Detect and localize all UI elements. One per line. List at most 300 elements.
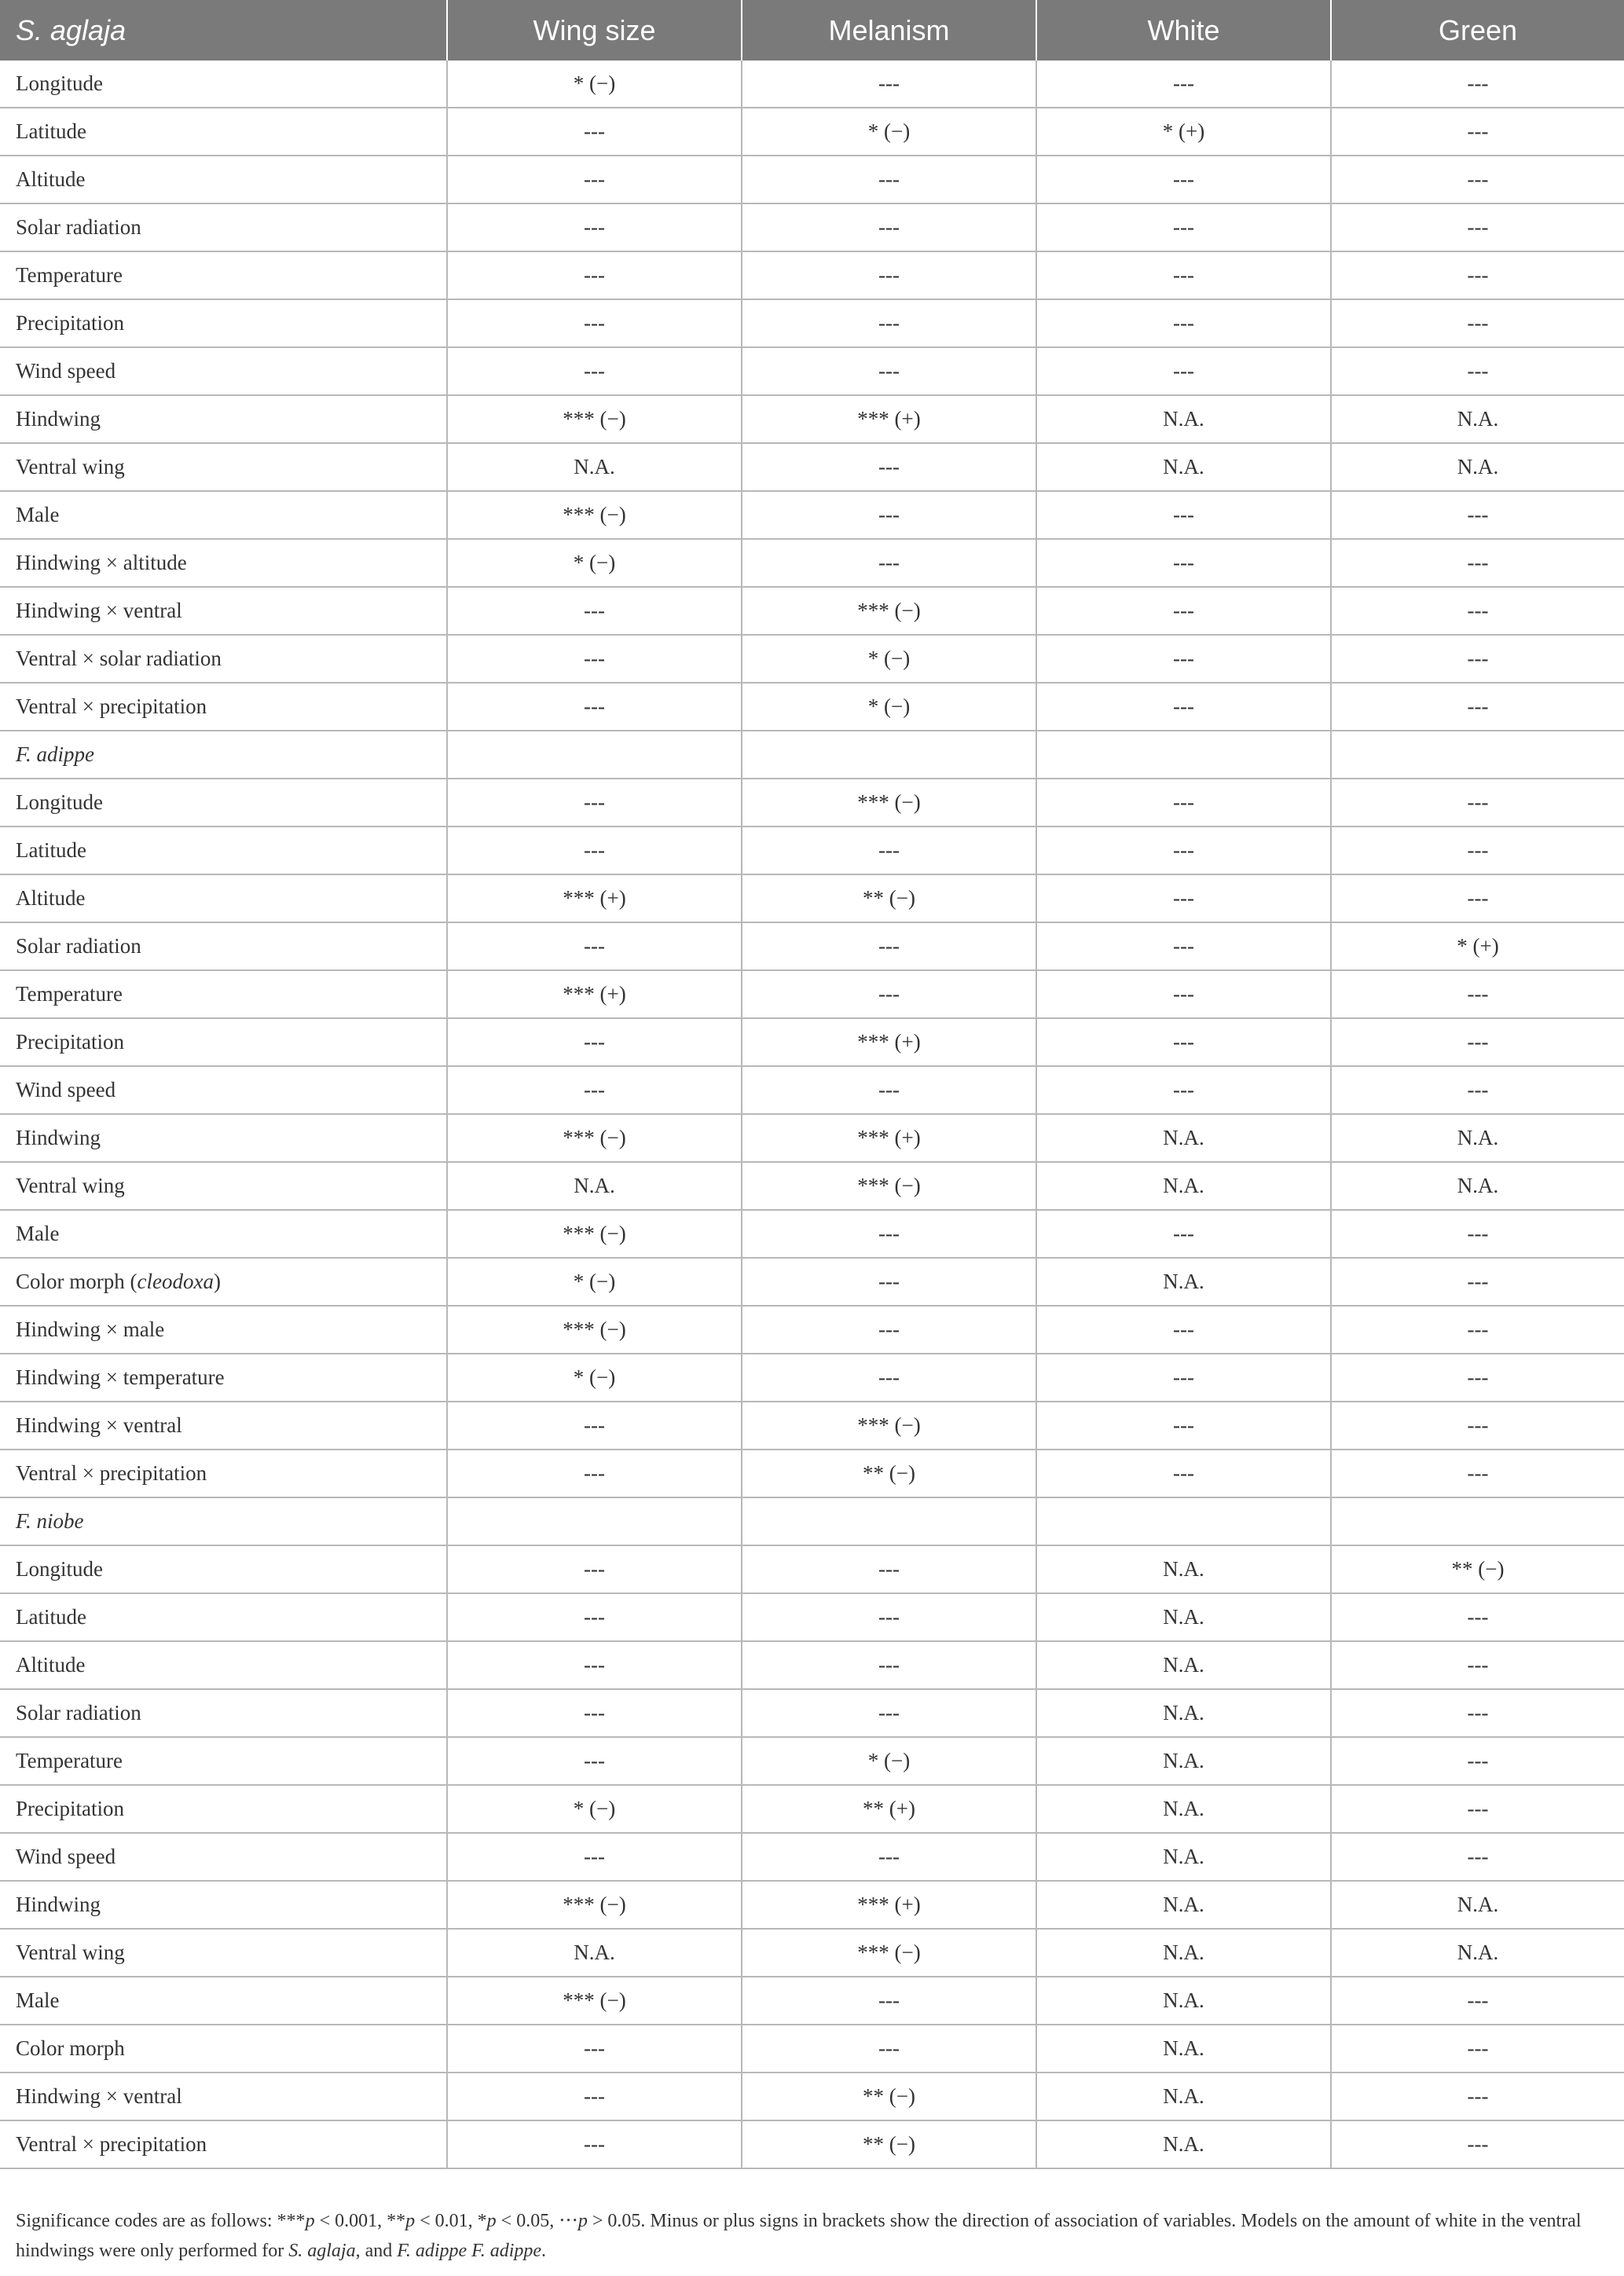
- cell-green: ** (−): [1331, 1545, 1624, 1593]
- cell-white: N.A.: [1036, 1545, 1331, 1593]
- row-label: [0, 1641, 447, 1689]
- cell-green: N.A.: [1331, 1114, 1624, 1162]
- row-label: [0, 1162, 447, 1210]
- cell-melanism: *** (+): [742, 1114, 1036, 1162]
- row-label-text: Male: [16, 503, 60, 526]
- cell-green: ---: [1331, 1450, 1624, 1497]
- cell-wing-size: ---: [447, 1737, 742, 1785]
- row-label: [0, 922, 447, 970]
- table-footnote: [16, 2206, 1608, 2266]
- cell-green: ---: [1331, 635, 1624, 683]
- cell-green: * (+): [1331, 922, 1624, 970]
- table-row: [0, 1354, 1624, 1402]
- row-label: [0, 635, 447, 683]
- cell-melanism: ---: [742, 443, 1036, 491]
- cell-melanism: *** (+): [742, 1018, 1036, 1066]
- table-row: [0, 1977, 1624, 2025]
- cell-white: ---: [1036, 203, 1331, 251]
- header-white: White: [1036, 0, 1331, 60]
- cell-melanism: ---: [742, 203, 1036, 251]
- footnote-p: p: [305, 2211, 315, 2231]
- row-label-text: Ventral × precipitation: [16, 2132, 207, 2156]
- cell-green: ---: [1331, 251, 1624, 299]
- row-label-text: Male: [16, 1988, 60, 2012]
- cell-green: ---: [1331, 1354, 1624, 1402]
- cell-white: ---: [1036, 156, 1331, 203]
- table-row: [0, 491, 1624, 539]
- row-label-text: Hindwing × ventral: [16, 2084, 182, 2108]
- row-label: [0, 347, 447, 395]
- cell-green: ---: [1331, 683, 1624, 731]
- cell-melanism: ---: [742, 251, 1036, 299]
- table-row: [0, 1929, 1624, 1977]
- cell-wing-size: ---: [447, 1545, 742, 1593]
- row-label-text: Altitude: [16, 1653, 86, 1677]
- cell-wing-size: *** (−): [447, 1306, 742, 1354]
- cell-wing-size: * (−): [447, 1354, 742, 1402]
- cell-melanism: * (−): [742, 1737, 1036, 1785]
- row-label: [0, 60, 447, 108]
- cell-white: ---: [1036, 1450, 1331, 1497]
- cell-green: ---: [1331, 874, 1624, 922]
- table-row: [0, 299, 1624, 347]
- table-row: [0, 1593, 1624, 1641]
- row-label: [0, 251, 447, 299]
- cell-green: ---: [1331, 1593, 1624, 1641]
- cell-white: N.A.: [1036, 1114, 1331, 1162]
- footnote-text: < 0.05,: [496, 2211, 559, 2231]
- row-label-text: Hindwing × temperature: [16, 1365, 225, 1389]
- cell-green: ---: [1331, 1689, 1624, 1737]
- cell-green: ---: [1331, 1785, 1624, 1833]
- row-label-text: Solar radiation: [16, 934, 141, 958]
- footnote-p: p: [486, 2211, 497, 2231]
- cell-melanism: ---: [742, 2025, 1036, 2073]
- cell-white: N.A.: [1036, 1593, 1331, 1641]
- cell-white: ---: [1036, 1354, 1331, 1402]
- cell-white: ---: [1036, 874, 1331, 922]
- cell-wing-size: ---: [447, 922, 742, 970]
- cell-green: ---: [1331, 299, 1624, 347]
- row-label: [0, 587, 447, 635]
- row-label-text: Color morph: [16, 1270, 130, 1293]
- table-row: [0, 2025, 1624, 2073]
- row-label: [0, 108, 447, 156]
- row-label: [0, 203, 447, 251]
- row-label: [0, 1689, 447, 1737]
- cell-melanism: ---: [742, 1593, 1036, 1641]
- cell-melanism: ---: [742, 970, 1036, 1018]
- cell-white: ---: [1036, 826, 1331, 874]
- cell-white: ---: [1036, 1306, 1331, 1354]
- row-label-text: Temperature: [16, 982, 123, 1006]
- footnote-text: > 0.05. Minus or plus signs in brackets show the direction of association of variables. Models on the amount of white in the ventral hindwings were only performed for: [16, 2211, 1582, 2261]
- cell-white: ---: [1036, 922, 1331, 970]
- cell-wing-size: N.A.: [447, 1162, 742, 1210]
- cell-wing-size: N.A.: [447, 443, 742, 491]
- row-label-text: Hindwing: [16, 1893, 101, 1916]
- cell-melanism: ---: [742, 1306, 1036, 1354]
- table-row: [0, 1162, 1624, 1210]
- cell-white: ---: [1036, 491, 1331, 539]
- footnote-text: < 0.001, **: [314, 2211, 406, 2231]
- table-row: [0, 1785, 1624, 1833]
- header-melanism: Melanism: [742, 0, 1036, 60]
- table-row: [0, 395, 1624, 443]
- footnote-text: , and: [355, 2241, 398, 2261]
- footnote-text: < 0.01, *: [415, 2211, 487, 2231]
- cell-white: N.A.: [1036, 1881, 1331, 1929]
- row-label-text: Longitude: [16, 71, 103, 95]
- section-row: [0, 1497, 1624, 1545]
- cell-melanism: ---: [742, 1641, 1036, 1689]
- row-label-text: Latitude: [16, 119, 86, 143]
- cell-green: ---: [1331, 1833, 1624, 1881]
- row-label-text: Hindwing × ventral: [16, 599, 182, 622]
- cell-wing-size: ---: [447, 251, 742, 299]
- cell-wing-size: ---: [447, 683, 742, 731]
- cell-melanism: ---: [742, 826, 1036, 874]
- table-row: [0, 443, 1624, 491]
- cell-wing-size: ---: [447, 2025, 742, 2073]
- row-label: [0, 1402, 447, 1450]
- cell-white: ---: [1036, 683, 1331, 731]
- cell-green: ---: [1331, 1737, 1624, 1785]
- cell-white: ---: [1036, 251, 1331, 299]
- row-label-text: Altitude: [16, 886, 86, 910]
- row-label-text: Ventral wing: [16, 455, 125, 478]
- cell-white: ---: [1036, 347, 1331, 395]
- cell-green: ---: [1331, 1402, 1624, 1450]
- cell-melanism: ---: [742, 1354, 1036, 1402]
- row-label: [0, 1929, 447, 1977]
- table-row: [0, 1881, 1624, 1929]
- cell-green: ---: [1331, 1210, 1624, 1258]
- section-label: [0, 731, 447, 779]
- cell-melanism: ** (−): [742, 2120, 1036, 2168]
- table-row: [0, 1306, 1624, 1354]
- cell-wing-size: * (−): [447, 60, 742, 108]
- cell-green: [1331, 731, 1624, 779]
- row-label: [0, 1210, 447, 1258]
- row-label-text: F. adippe: [16, 742, 94, 766]
- table-row: [0, 1450, 1624, 1497]
- row-label-text: Latitude: [16, 838, 86, 862]
- cell-white: ---: [1036, 60, 1331, 108]
- cell-white: N.A.: [1036, 2120, 1331, 2168]
- row-label-text: Wind speed: [16, 359, 116, 383]
- cell-green: N.A.: [1331, 1881, 1624, 1929]
- cell-green: ---: [1331, 347, 1624, 395]
- cell-wing-size: ---: [447, 203, 742, 251]
- table-row: [0, 60, 1624, 108]
- cell-green: ---: [1331, 1018, 1624, 1066]
- row-label: [0, 2120, 447, 2168]
- row-label: [0, 1354, 447, 1402]
- cell-white: N.A.: [1036, 1641, 1331, 1689]
- cell-green: ---: [1331, 2120, 1624, 2168]
- table-row: [0, 1114, 1624, 1162]
- row-label: [0, 299, 447, 347]
- header-row: [0, 0, 1624, 60]
- cell-melanism: ---: [742, 1545, 1036, 1593]
- cell-green: [1331, 1497, 1624, 1545]
- cell-wing-size: ---: [447, 779, 742, 826]
- table-row: [0, 587, 1624, 635]
- table-row: [0, 1066, 1624, 1114]
- cell-green: ---: [1331, 1306, 1624, 1354]
- cell-wing-size: [447, 731, 742, 779]
- row-label: [0, 1018, 447, 1066]
- cell-green: ---: [1331, 491, 1624, 539]
- row-label-text: Temperature: [16, 1749, 123, 1772]
- cell-melanism: *** (−): [742, 1402, 1036, 1450]
- cell-wing-size: ---: [447, 1402, 742, 1450]
- cell-green: ---: [1331, 60, 1624, 108]
- row-label-text: Precipitation: [16, 311, 124, 335]
- cell-white: N.A.: [1036, 1689, 1331, 1737]
- table-row: [0, 635, 1624, 683]
- row-label-text: Hindwing: [16, 407, 101, 431]
- cell-melanism: ** (−): [742, 2073, 1036, 2120]
- cell-melanism: ---: [742, 1066, 1036, 1114]
- cell-white: N.A.: [1036, 1162, 1331, 1210]
- cell-wing-size: * (−): [447, 539, 742, 587]
- row-label: [0, 2073, 447, 2120]
- cell-white: ---: [1036, 635, 1331, 683]
- cell-white: N.A.: [1036, 443, 1331, 491]
- cell-wing-size: ---: [447, 1450, 742, 1497]
- cell-white: ---: [1036, 1018, 1331, 1066]
- row-label: Color morph (cleodoxa): [0, 1258, 447, 1306]
- cell-green: ---: [1331, 539, 1624, 587]
- section-label: [0, 1497, 447, 1545]
- row-label-text: Latitude: [16, 1605, 86, 1629]
- cell-melanism: *** (−): [742, 1162, 1036, 1210]
- footnote-p: p: [405, 2211, 416, 2231]
- footnote-p: p: [577, 2211, 588, 2231]
- table-row: [0, 683, 1624, 731]
- row-label-text: Color morph: [16, 2036, 125, 2060]
- row-label: [0, 779, 447, 826]
- row-label-text: Ventral wing: [16, 1941, 125, 1964]
- cell-wing-size: ---: [447, 1689, 742, 1737]
- cell-green: N.A.: [1331, 443, 1624, 491]
- cell-wing-size: *** (−): [447, 491, 742, 539]
- footnote-species: S. aglaja: [288, 2241, 356, 2261]
- row-label-text: Ventral wing: [16, 1174, 125, 1197]
- cell-wing-size: ---: [447, 826, 742, 874]
- cell-wing-size: *** (−): [447, 395, 742, 443]
- row-label: [0, 1114, 447, 1162]
- row-label: [0, 539, 447, 587]
- cell-melanism: ---: [742, 299, 1036, 347]
- cell-melanism: *** (+): [742, 1881, 1036, 1929]
- table-row: [0, 2120, 1624, 2168]
- cell-melanism: ** (−): [742, 1450, 1036, 1497]
- cell-green: ---: [1331, 2025, 1624, 2073]
- cell-wing-size: * (−): [447, 1258, 742, 1306]
- row-label-text: Wind speed: [16, 1078, 116, 1101]
- row-label-text: Solar radiation: [16, 1701, 141, 1724]
- cell-melanism: ---: [742, 1258, 1036, 1306]
- row-label: [0, 1593, 447, 1641]
- cell-melanism: ---: [742, 347, 1036, 395]
- table-row: [0, 156, 1624, 203]
- cell-wing-size: ---: [447, 635, 742, 683]
- row-label-text: F. niobe: [16, 1509, 84, 1533]
- cell-wing-size: ---: [447, 299, 742, 347]
- footnote-text: .: [541, 2241, 547, 2261]
- cell-green: ---: [1331, 1641, 1624, 1689]
- row-label: [0, 970, 447, 1018]
- cell-wing-size: *** (+): [447, 874, 742, 922]
- cell-melanism: * (−): [742, 683, 1036, 731]
- cell-green: N.A.: [1331, 1162, 1624, 1210]
- row-label-text: Wind speed: [16, 1845, 116, 1868]
- cell-melanism: *** (+): [742, 395, 1036, 443]
- row-label: [0, 683, 447, 731]
- table-row: [0, 970, 1624, 1018]
- row-label-text: Precipitation: [16, 1797, 124, 1820]
- cell-melanism: * (−): [742, 635, 1036, 683]
- cell-green: ---: [1331, 1977, 1624, 2025]
- row-label-text: Ventral × precipitation: [16, 695, 207, 718]
- cell-wing-size: *** (−): [447, 1210, 742, 1258]
- row-label-italic: cleodoxa: [137, 1270, 214, 1293]
- row-label: [0, 491, 447, 539]
- row-label-text: Precipitation: [16, 1030, 124, 1054]
- cell-wing-size: ---: [447, 108, 742, 156]
- row-label: [0, 2025, 447, 2073]
- row-label: [0, 395, 447, 443]
- row-label: [0, 1977, 447, 2025]
- row-label: [0, 1066, 447, 1114]
- cell-white: [1036, 731, 1331, 779]
- cell-white: ---: [1036, 539, 1331, 587]
- cell-wing-size: ---: [447, 2073, 742, 2120]
- cell-green: ---: [1331, 2073, 1624, 2120]
- cell-white: ---: [1036, 779, 1331, 826]
- cell-white: N.A.: [1036, 1258, 1331, 1306]
- cell-green: N.A.: [1331, 395, 1624, 443]
- footnote-text: Significance codes are as follows: ***: [16, 2211, 306, 2231]
- cell-melanism: ---: [742, 539, 1036, 587]
- cell-melanism: ---: [742, 156, 1036, 203]
- table-row: [0, 779, 1624, 826]
- row-label: [0, 1306, 447, 1354]
- cell-white: N.A.: [1036, 395, 1331, 443]
- cell-white: N.A.: [1036, 1977, 1331, 2025]
- row-label-text: Altitude: [16, 167, 86, 191]
- row-label-text: Solar radiation: [16, 215, 141, 239]
- table-row: [0, 1210, 1624, 1258]
- cell-melanism: [742, 1497, 1036, 1545]
- cell-melanism: ---: [742, 1210, 1036, 1258]
- table-row: [0, 2073, 1624, 2120]
- cell-white: ---: [1036, 587, 1331, 635]
- cell-white: N.A.: [1036, 1929, 1331, 1977]
- cell-green: ---: [1331, 970, 1624, 1018]
- table-row: [0, 1545, 1624, 1593]
- cell-melanism: ---: [742, 1977, 1036, 2025]
- cell-white: N.A.: [1036, 1737, 1331, 1785]
- cell-wing-size: ---: [447, 2120, 742, 2168]
- row-label-text: Hindwing: [16, 1126, 101, 1149]
- table-body: [0, 60, 1624, 2168]
- row-label-text: Longitude: [16, 1557, 103, 1581]
- cell-melanism: [742, 731, 1036, 779]
- table-row: [0, 1689, 1624, 1737]
- cell-white: * (+): [1036, 108, 1331, 156]
- table-row: [0, 922, 1624, 970]
- row-label: [0, 1881, 447, 1929]
- footnote-dots: ⋅⋅⋅: [559, 2211, 578, 2231]
- row-label-text: Longitude: [16, 790, 103, 814]
- row-label: [0, 826, 447, 874]
- table-row: [0, 539, 1624, 587]
- row-label-text: Ventral × precipitation: [16, 1461, 207, 1485]
- table-row: [0, 108, 1624, 156]
- cell-white: ---: [1036, 1066, 1331, 1114]
- cell-melanism: ---: [742, 1689, 1036, 1737]
- table-row: [0, 251, 1624, 299]
- cell-melanism: ** (−): [742, 874, 1036, 922]
- table-row: [0, 1641, 1624, 1689]
- cell-wing-size: ---: [447, 1833, 742, 1881]
- table-row: [0, 874, 1624, 922]
- header-wing-size: Wing size: [447, 0, 742, 60]
- cell-green: ---: [1331, 203, 1624, 251]
- cell-melanism: *** (−): [742, 587, 1036, 635]
- cell-melanism: ---: [742, 491, 1036, 539]
- cell-melanism: *** (−): [742, 779, 1036, 826]
- row-label: [0, 1737, 447, 1785]
- cell-white: N.A.: [1036, 1785, 1331, 1833]
- table-row: [0, 1402, 1624, 1450]
- section-row: [0, 731, 1624, 779]
- row-label-text: Hindwing × altitude: [16, 551, 187, 574]
- row-label-text: Temperature: [16, 263, 123, 287]
- header-species: S. aglaja: [0, 0, 447, 60]
- table-row: [0, 1833, 1624, 1881]
- cell-green: ---: [1331, 156, 1624, 203]
- cell-green: N.A.: [1331, 1929, 1624, 1977]
- cell-wing-size: ---: [447, 1018, 742, 1066]
- row-label: [0, 1545, 447, 1593]
- cell-melanism: ---: [742, 922, 1036, 970]
- cell-wing-size: N.A.: [447, 1929, 742, 1977]
- cell-wing-size: ---: [447, 1066, 742, 1114]
- cell-wing-size: [447, 1497, 742, 1545]
- row-label-text: Hindwing × male: [16, 1318, 165, 1341]
- cell-white: [1036, 1497, 1331, 1545]
- cell-melanism: *** (−): [742, 1929, 1036, 1977]
- cell-wing-size: *** (−): [447, 1881, 742, 1929]
- header-green: Green: [1331, 0, 1624, 60]
- row-label-text: Ventral × solar radiation: [16, 647, 222, 670]
- cell-wing-size: ---: [447, 156, 742, 203]
- cell-melanism: ---: [742, 1833, 1036, 1881]
- cell-white: N.A.: [1036, 2073, 1331, 2120]
- cell-wing-size: ---: [447, 1593, 742, 1641]
- cell-melanism: ---: [742, 60, 1036, 108]
- cell-green: ---: [1331, 1066, 1624, 1114]
- table-row: [0, 347, 1624, 395]
- table-row: [0, 826, 1624, 874]
- cell-green: ---: [1331, 108, 1624, 156]
- row-label-text: Male: [16, 1222, 60, 1245]
